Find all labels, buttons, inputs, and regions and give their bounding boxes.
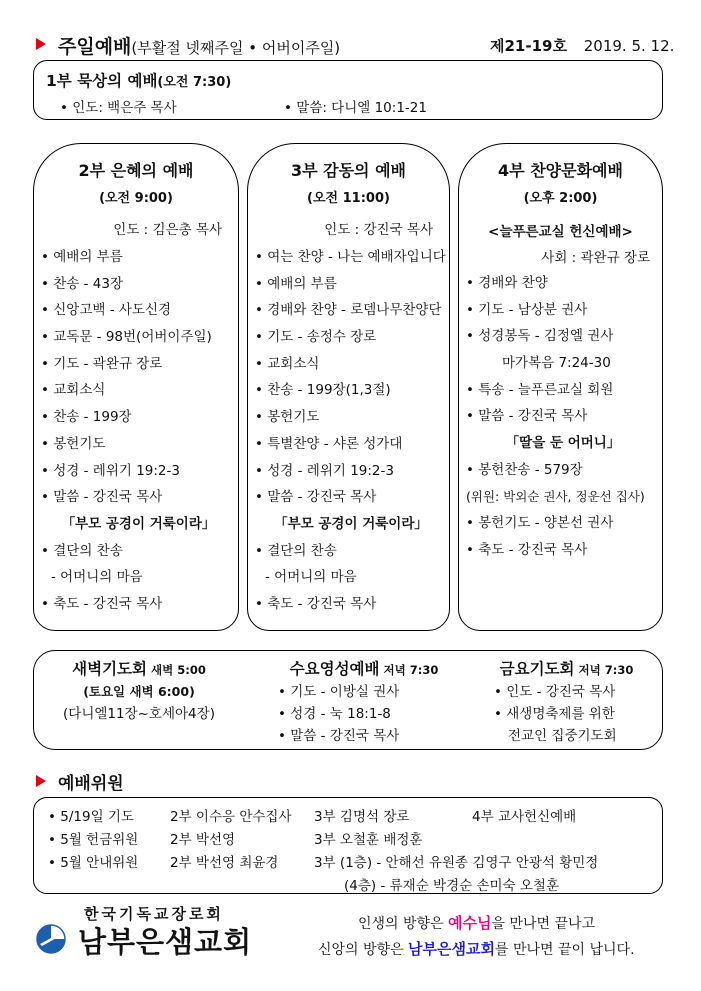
order-item: • 특별찬양 - 샤론 성가대 xyxy=(255,435,403,452)
issue-date: 2019. 5. 12. xyxy=(583,37,675,55)
second-service-order-list xyxy=(36,244,236,618)
fourth-service-special: <늘푸른교실 헌신예배> xyxy=(488,224,633,240)
dawn-prayer-title: 새벽기도회 xyxy=(72,660,148,678)
committee-title: 예배위원 xyxy=(58,774,124,794)
page-subtitle: (부활절 넷째주일 • 어버이주일) xyxy=(131,39,341,57)
first-service-heading xyxy=(46,69,231,91)
wednesday-worship-line: • 성경 - 눅 18:1-8 xyxy=(278,706,391,722)
slogan-text: 인생의 방향은 xyxy=(358,916,449,932)
dawn-prayer-heading xyxy=(34,657,244,679)
third-service-order-list xyxy=(250,244,447,618)
order-item: 마가복음 7:24-30 xyxy=(502,355,611,372)
order-item: • 봉헌기도 - 양본선 권사 xyxy=(466,515,614,532)
second-service-content xyxy=(36,158,236,618)
order-item: (위원: 박외순 권사, 정운선 집사) xyxy=(466,488,645,504)
order-item: 「부모 공경이 거룩이라」 xyxy=(61,515,216,532)
friday-prayer-line: 전교인 집중기도회 xyxy=(508,728,617,744)
second-service-time: (오전 9:00) xyxy=(99,191,173,206)
page-title: 주일예배 xyxy=(58,36,132,58)
friday-prayer xyxy=(474,657,659,747)
dawn-prayer-reading: (다니엘11장~호세아4장) xyxy=(63,706,215,722)
order-item: • 봉헌기도 xyxy=(41,435,106,452)
order-item: • 경배와 찬양 - 로뎀나무찬양단 xyxy=(255,302,442,319)
third-service-time: (오전 11:00) xyxy=(307,191,390,206)
order-item: 「부모 공경이 거룩이라」 xyxy=(274,515,428,532)
slogan-highlight-church: 남부은샘교회 xyxy=(408,940,495,958)
dawn-prayer xyxy=(34,657,244,725)
order-item: • 말씀 - 강진국 목사 xyxy=(255,489,377,506)
second-service-title: 2부 은혜의 예배 xyxy=(78,161,194,180)
order-item: • 성경봉독 - 김정엘 권사 xyxy=(466,328,614,345)
order-item: • 교회소식 xyxy=(41,382,106,399)
order-item: • 신앙고백 - 사도신경 xyxy=(41,302,172,319)
fourth-service-content xyxy=(461,158,660,564)
order-item: • 봉헌기도 xyxy=(255,409,320,426)
order-item: • 축도 - 강진국 목사 xyxy=(255,595,377,612)
wednesday-worship xyxy=(264,657,464,747)
slogan-line-1 xyxy=(358,912,595,933)
friday-prayer-heading xyxy=(474,657,659,679)
slogan-text: 을 만나면 끝나고 xyxy=(491,916,596,932)
committee-members: 3부 (1층) - 안해선 유원종 김영구 안광석 황민정 xyxy=(314,855,599,871)
committee-role: • 5월 안내위원 xyxy=(48,855,139,871)
fourth-service-leader: 사회 : 곽완규 장로 xyxy=(541,250,650,266)
first-service-sermon: • 말씀: 다니엘 10:1-21 xyxy=(284,100,427,116)
order-item: • 축도 - 강진국 목사 xyxy=(41,595,163,612)
order-item: • 여는 찬양 - 나는 예배자입니다 xyxy=(255,249,446,265)
order-item: 「딸을 둔 어머니」 xyxy=(505,435,621,452)
order-item: • 예배의 부름 xyxy=(255,275,337,292)
fourth-service-time: (오후 2:00) xyxy=(523,191,598,206)
committee-extra: (4층) - 류재순 박경순 손미숙 오철훈 xyxy=(344,878,559,894)
order-item: • 특송 - 늘푸른교실 회원 xyxy=(466,381,614,398)
first-service-leader: • 인도: 백은주 목사 xyxy=(60,100,177,116)
wednesday-worship-heading xyxy=(264,657,464,679)
order-item: • 경배와 찬양 xyxy=(466,275,548,291)
bullet-triangle-icon xyxy=(36,38,46,50)
order-item: • 성경 - 레위기 19:2-3 xyxy=(41,462,180,479)
committee-members: 2부 이수응 안수집사 xyxy=(170,809,292,825)
slogan-text: 를 만나면 끝이 납니다. xyxy=(495,942,635,958)
issue-info xyxy=(490,35,674,56)
church-name: 남부은샘교회 xyxy=(78,925,253,959)
friday-prayer-title: 금요기도회 xyxy=(499,660,575,678)
order-item: • 봉헌찬송 - 579장 xyxy=(466,461,583,478)
first-service-time: (오전 7:30) xyxy=(157,75,232,90)
second-service-leader: 인도 : 김은총 목사 xyxy=(113,222,222,238)
header-title-row xyxy=(58,32,340,59)
order-item: • 결단의 찬송 xyxy=(41,542,123,559)
order-item: • 찬송 - 199장(1,3절) xyxy=(255,382,391,399)
wednesday-worship-time: 저녁 7:30 xyxy=(383,663,439,677)
committee-role: • 5/19일 기도 xyxy=(48,809,134,825)
committee-members: 4부 교사헌신예배 xyxy=(472,809,577,825)
weekday-services-box xyxy=(33,650,663,750)
wednesday-worship-line: • 말씀 - 강진국 목사 xyxy=(278,728,400,744)
slogan-line-2 xyxy=(318,938,635,959)
order-item: • 기도 - 곽완규 장로 xyxy=(41,355,163,372)
order-item: • 성경 - 레위기 19:2-3 xyxy=(255,462,394,479)
order-item: • 찬송 - 43장 xyxy=(41,275,124,292)
third-service-title: 3부 감동의 예배 xyxy=(290,161,406,180)
friday-prayer-time: 저녁 7:30 xyxy=(578,663,634,677)
third-service-content xyxy=(250,158,447,618)
church-logo-icon xyxy=(36,924,66,954)
order-item: • 말씀 - 강진국 목사 xyxy=(41,489,163,506)
first-service-title: 1부 묵상의 예배 xyxy=(46,72,158,90)
order-item: • 말씀 - 강진국 목사 xyxy=(466,408,588,425)
committee-role: • 5월 헌금위원 xyxy=(48,832,139,848)
bullet-triangle-icon xyxy=(36,775,46,787)
order-item: - 어머니의 마음 xyxy=(265,569,357,586)
slogan-highlight-jesus: 예수님 xyxy=(448,914,492,932)
committee-members: 3부 오철훈 배정훈 xyxy=(314,832,423,848)
issue-number: 제21-19호 xyxy=(490,37,567,55)
order-item: • 예배의 부름 xyxy=(41,249,123,265)
wednesday-worship-title: 수요영성예배 xyxy=(289,660,380,678)
wednesday-worship-line: • 기도 - 이방실 권사 xyxy=(278,684,400,700)
order-item: • 찬송 - 199장 xyxy=(41,409,132,426)
first-service-box xyxy=(33,60,663,120)
order-item: • 축도 - 강진국 목사 xyxy=(466,541,588,558)
dawn-prayer-saturday: (토요일 새벽 6:00) xyxy=(83,684,195,699)
order-item: • 교회소식 xyxy=(255,355,320,372)
third-service-leader: 인도 : 강진국 목사 xyxy=(324,222,433,238)
committee-box xyxy=(33,797,663,894)
dawn-prayer-time: 새벽 5:00 xyxy=(151,663,206,677)
order-item: • 기도 - 송정수 장로 xyxy=(255,329,377,346)
slogan-text: 신앙의 방향은 xyxy=(318,942,409,958)
friday-prayer-line: • 새생명축제를 위한 xyxy=(494,706,615,722)
friday-prayer-line: • 인도 - 강진국 목사 xyxy=(494,684,616,700)
fourth-service-order-list xyxy=(461,270,660,564)
committee-members: 2부 박선영 xyxy=(170,832,236,848)
fourth-service-title: 4부 찬양문화예배 xyxy=(498,161,623,180)
order-item: - 어머니의 마음 xyxy=(51,569,143,586)
order-item: • 결단의 찬송 xyxy=(255,542,337,559)
committee-members: 3부 김명석 장로 xyxy=(314,809,410,825)
denomination-name: 한국기독교장로회 xyxy=(84,905,224,923)
order-item: • 교독문 - 98번(어버이주일) xyxy=(41,329,212,346)
order-item: • 기도 - 남상분 권사 xyxy=(466,301,588,318)
committee-members: 2부 박선영 최윤경 xyxy=(170,855,279,871)
